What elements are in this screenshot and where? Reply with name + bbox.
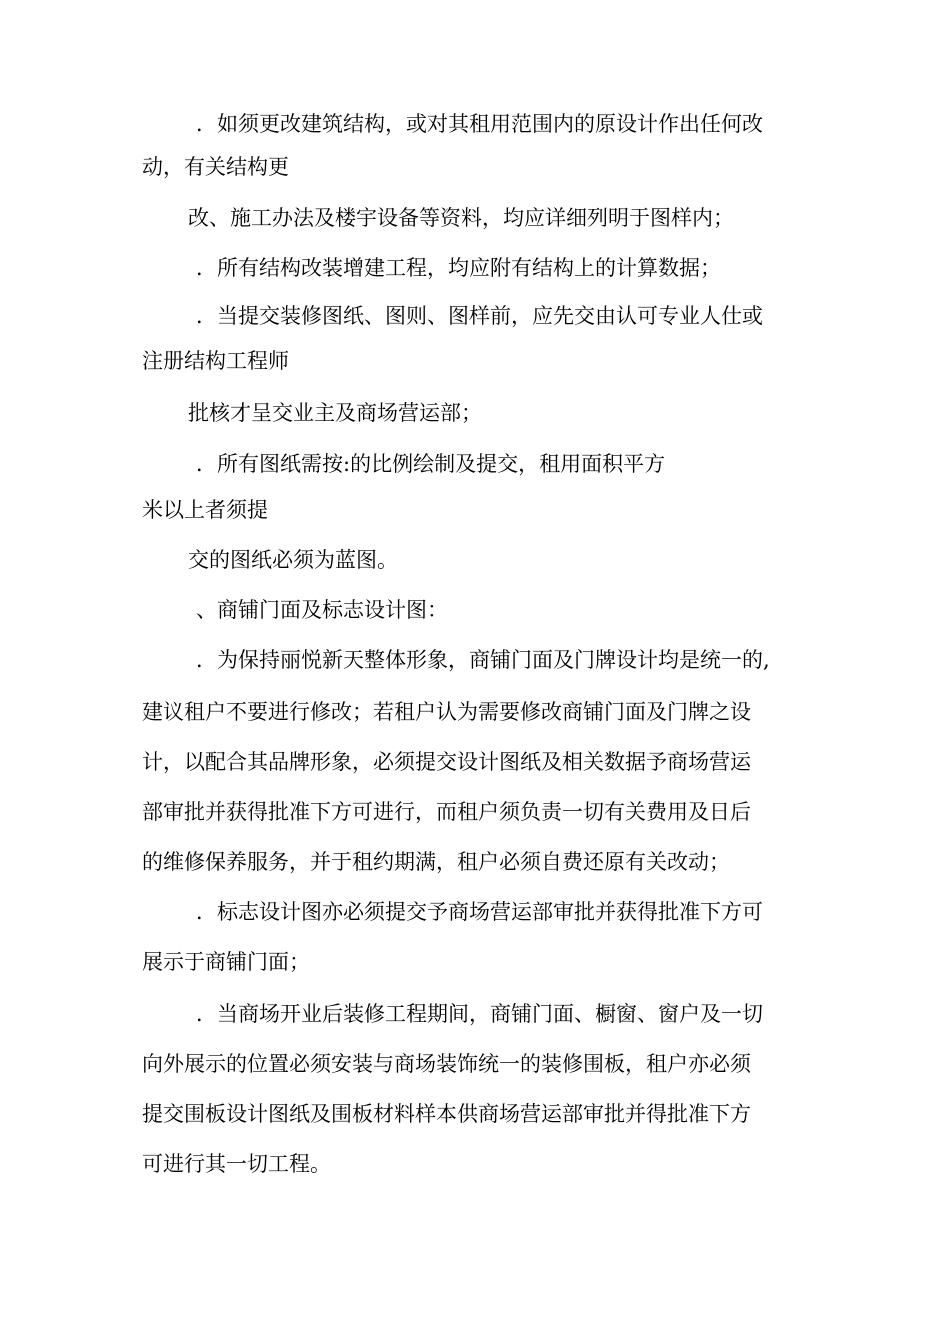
text-line: 提交围板设计图纸及围板材料样本供商场营运部审批并得批准下方	[142, 1102, 751, 1126]
text-line: 米以上者须提	[142, 498, 268, 522]
text-line: ．当提交装修图纸、图则、图样前，应先交由认可专业人仕或	[196, 304, 763, 328]
text-line: 可进行其一切工程。	[142, 1152, 331, 1176]
text-line: 向外展示的位置必须安装与商场装饰统一的装修围板，租户亦必须	[142, 1052, 751, 1076]
text-line: 批核才呈交业主及商场营运部；	[188, 401, 482, 425]
text-line: 的维修保养服务，并于租约期满，租户必须自费还原有关改动；	[142, 850, 730, 874]
text-line: 改、施工办法及楼宇设备等资料，均应详细列明于图样内；	[188, 206, 734, 230]
text-line: 展示于商铺门面；	[142, 950, 310, 974]
text-line: 注册结构工程师	[142, 349, 289, 373]
text-line: 计，以配合其品牌形象，必须提交设计图纸及相关数据予商场营运	[142, 750, 751, 774]
text-line: 部审批并获得批准下方可进行，而租户须负责一切有关费用及日后	[142, 800, 751, 824]
text-line: ．当商场开业后装修工程期间，商铺门面、橱窗、窗户及一切	[196, 1002, 763, 1026]
text-line: ．标志设计图亦必须提交予商场营运部审批并获得批准下方可	[196, 900, 763, 924]
text-line: 交的图纸必须为蓝图。	[188, 548, 398, 572]
text-line: ．所有图纸需按:的比例绘制及提交，租用面积平方	[196, 452, 666, 476]
text-line: 建议租户不要进行修改；若租户认为需要修改商铺门面及门牌之设	[142, 700, 751, 724]
section-heading: 、商铺门面及标志设计图：	[196, 598, 448, 622]
text-line: ．所有结构改装增建工程，均应附有结构上的计算数据；	[196, 256, 721, 280]
text-line: ．如须更改建筑结构，或对其租用范围内的原设计作出任何改	[196, 112, 763, 136]
text-line: 动，有关结构更	[142, 155, 289, 179]
text-line: ．为保持丽悦新天整体形象，商铺门面及门牌设计均是统一的,	[196, 648, 770, 672]
